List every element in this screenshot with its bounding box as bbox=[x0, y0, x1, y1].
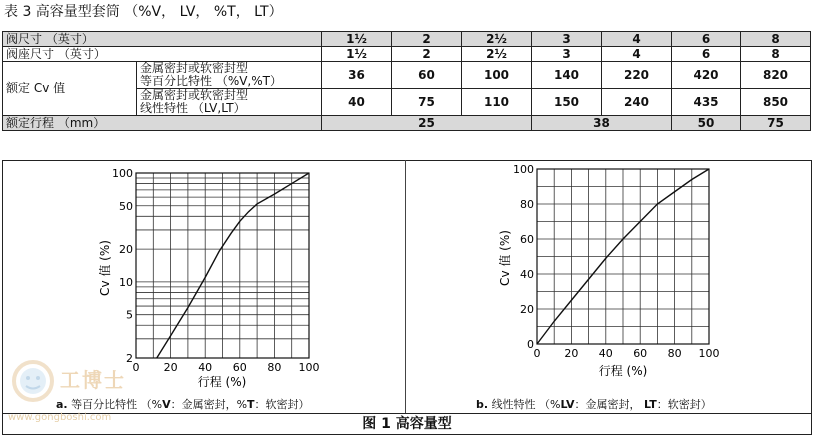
chart-a-ytick: 2 bbox=[126, 352, 133, 365]
chart-a-xtick: 100 bbox=[298, 361, 320, 374]
table-cell: 75 bbox=[741, 116, 811, 131]
travel-label: 额定行程 （mm） bbox=[3, 116, 322, 131]
chart-a-caption-mid: ：金属密封，% bbox=[170, 398, 248, 411]
watermark-text: 工博士 bbox=[60, 368, 126, 392]
chart-a-xtick: 20 bbox=[163, 361, 178, 374]
lin-label-line2: 线性特性 （LV,LT） bbox=[140, 101, 246, 115]
chart-a-xtick: 80 bbox=[267, 361, 282, 374]
table-cell: 150 bbox=[532, 89, 602, 116]
table-cell: 8 bbox=[741, 32, 811, 47]
chart-b-xtick: 100 bbox=[698, 347, 720, 360]
table-cell: 25 bbox=[322, 116, 532, 131]
eq-label-line2: 等百分比特性 （%V,%T） bbox=[140, 74, 282, 88]
chart-a-caption-prefix: a. bbox=[56, 398, 68, 411]
table-cell: 60 bbox=[392, 62, 462, 89]
chart-b-ytick: 20 bbox=[520, 303, 534, 316]
table-cell: 75 bbox=[392, 89, 462, 116]
chart-b-xtick: 60 bbox=[633, 347, 648, 360]
table-cell: 2½ bbox=[462, 47, 532, 62]
table-cell: 435 bbox=[672, 89, 741, 116]
table-cell: 1½ bbox=[322, 32, 392, 47]
chart-b-xlabel: 行程 (%) bbox=[598, 364, 648, 378]
chart-b-grid bbox=[537, 169, 709, 344]
table-cell: 3 bbox=[532, 47, 602, 62]
chart-a-ytick: 50 bbox=[119, 199, 133, 213]
table-cell: 3 bbox=[532, 32, 602, 47]
lin-label-line1: 金属密封或软密封型 bbox=[140, 88, 249, 102]
table-cell: 110 bbox=[462, 89, 532, 116]
table-title: 表 3 高容量型套筒 （%V， LV， %T， LT） bbox=[4, 4, 283, 20]
chart-a-xtick: 0 bbox=[132, 361, 140, 374]
table-cell: 100 bbox=[462, 62, 532, 89]
chart-a-ytick: 10 bbox=[119, 275, 133, 289]
chart-a-caption-text: 等百分比特性 （% bbox=[71, 398, 163, 411]
chart-b-caption-bold-1: LV bbox=[560, 398, 575, 411]
chart-b-caption-text: 线性特性 （% bbox=[491, 398, 561, 411]
eq-label-line1: 金属密封或软密封型 bbox=[140, 61, 249, 75]
valve-size-label: 阀尺寸 （英寸） bbox=[3, 32, 322, 47]
table-cell: 240 bbox=[602, 89, 672, 116]
seat-size-label: 阀座尺寸 （英寸） bbox=[3, 47, 322, 62]
table-cell: 4 bbox=[602, 47, 672, 62]
chart-b-caption-end: ：软密封） bbox=[656, 398, 712, 411]
chart-b-caption bbox=[476, 396, 712, 412]
chart-b-ytick: 60 bbox=[520, 233, 534, 246]
table-cell: 38 bbox=[532, 116, 672, 131]
table-cell: 140 bbox=[532, 62, 602, 89]
table-cell: 220 bbox=[602, 62, 672, 89]
chart-b-caption-prefix: b. bbox=[476, 398, 489, 411]
table-cell: 40 bbox=[322, 89, 392, 116]
table-cell: 1½ bbox=[322, 47, 392, 62]
chart-a-caption-bold-1: V bbox=[162, 398, 171, 411]
chart-b-xtick: 20 bbox=[564, 347, 579, 360]
chart-a-xlabel: 行程 (%) bbox=[197, 375, 247, 389]
cv-label: 额定 Cv 值 bbox=[3, 62, 137, 116]
chart-b-xtick: 0 bbox=[533, 347, 541, 360]
table-cell: 2 bbox=[392, 32, 462, 47]
table-cell: 420 bbox=[672, 62, 741, 89]
chart-b-ytick: 100 bbox=[513, 163, 534, 176]
table-cell: 2 bbox=[392, 47, 462, 62]
chart-a-xtick: 60 bbox=[232, 361, 247, 374]
table-cell: 6 bbox=[672, 47, 741, 62]
table-cell: 36 bbox=[322, 62, 392, 89]
chart-a-ytick: 5 bbox=[126, 308, 133, 322]
chart-a-caption-bold-2: T bbox=[247, 398, 255, 411]
chart-b-caption-bold-2: LT bbox=[644, 398, 657, 411]
chart-b-ylabel: Cv 值 (%) bbox=[498, 230, 512, 286]
table-cell: 2½ bbox=[462, 32, 532, 47]
chart-b-xtick: 80 bbox=[667, 347, 682, 360]
table-cell: 6 bbox=[672, 32, 741, 47]
table-cell: 820 bbox=[741, 62, 811, 89]
watermark-logo bbox=[8, 355, 58, 410]
chart-a-caption bbox=[56, 396, 310, 412]
figure-caption: 图 1 高容量型 bbox=[2, 413, 812, 435]
table-cell: 50 bbox=[672, 116, 741, 131]
table-cell: 8 bbox=[741, 47, 811, 62]
table-cell: 4 bbox=[602, 32, 672, 47]
table-cell: 850 bbox=[741, 89, 811, 116]
chart-a-ytick: 100 bbox=[112, 167, 133, 180]
chart-a-ylabel: Cv 值 (%) bbox=[98, 240, 112, 296]
chart-a-caption-end: ：软密封） bbox=[254, 398, 310, 411]
chart-b-xtick: 40 bbox=[598, 347, 613, 360]
chart-b-ytick: 40 bbox=[520, 268, 534, 281]
chart-a-ytick: 20 bbox=[119, 243, 133, 257]
chart-a-xtick: 40 bbox=[198, 361, 213, 374]
chart-b-ytick: 0 bbox=[527, 338, 534, 351]
watermark-url: www.gongboshi.com bbox=[8, 412, 112, 423]
chart-b-caption-mid: ：金属密封， bbox=[574, 398, 645, 411]
chart-b-ytick: 80 bbox=[520, 198, 534, 211]
